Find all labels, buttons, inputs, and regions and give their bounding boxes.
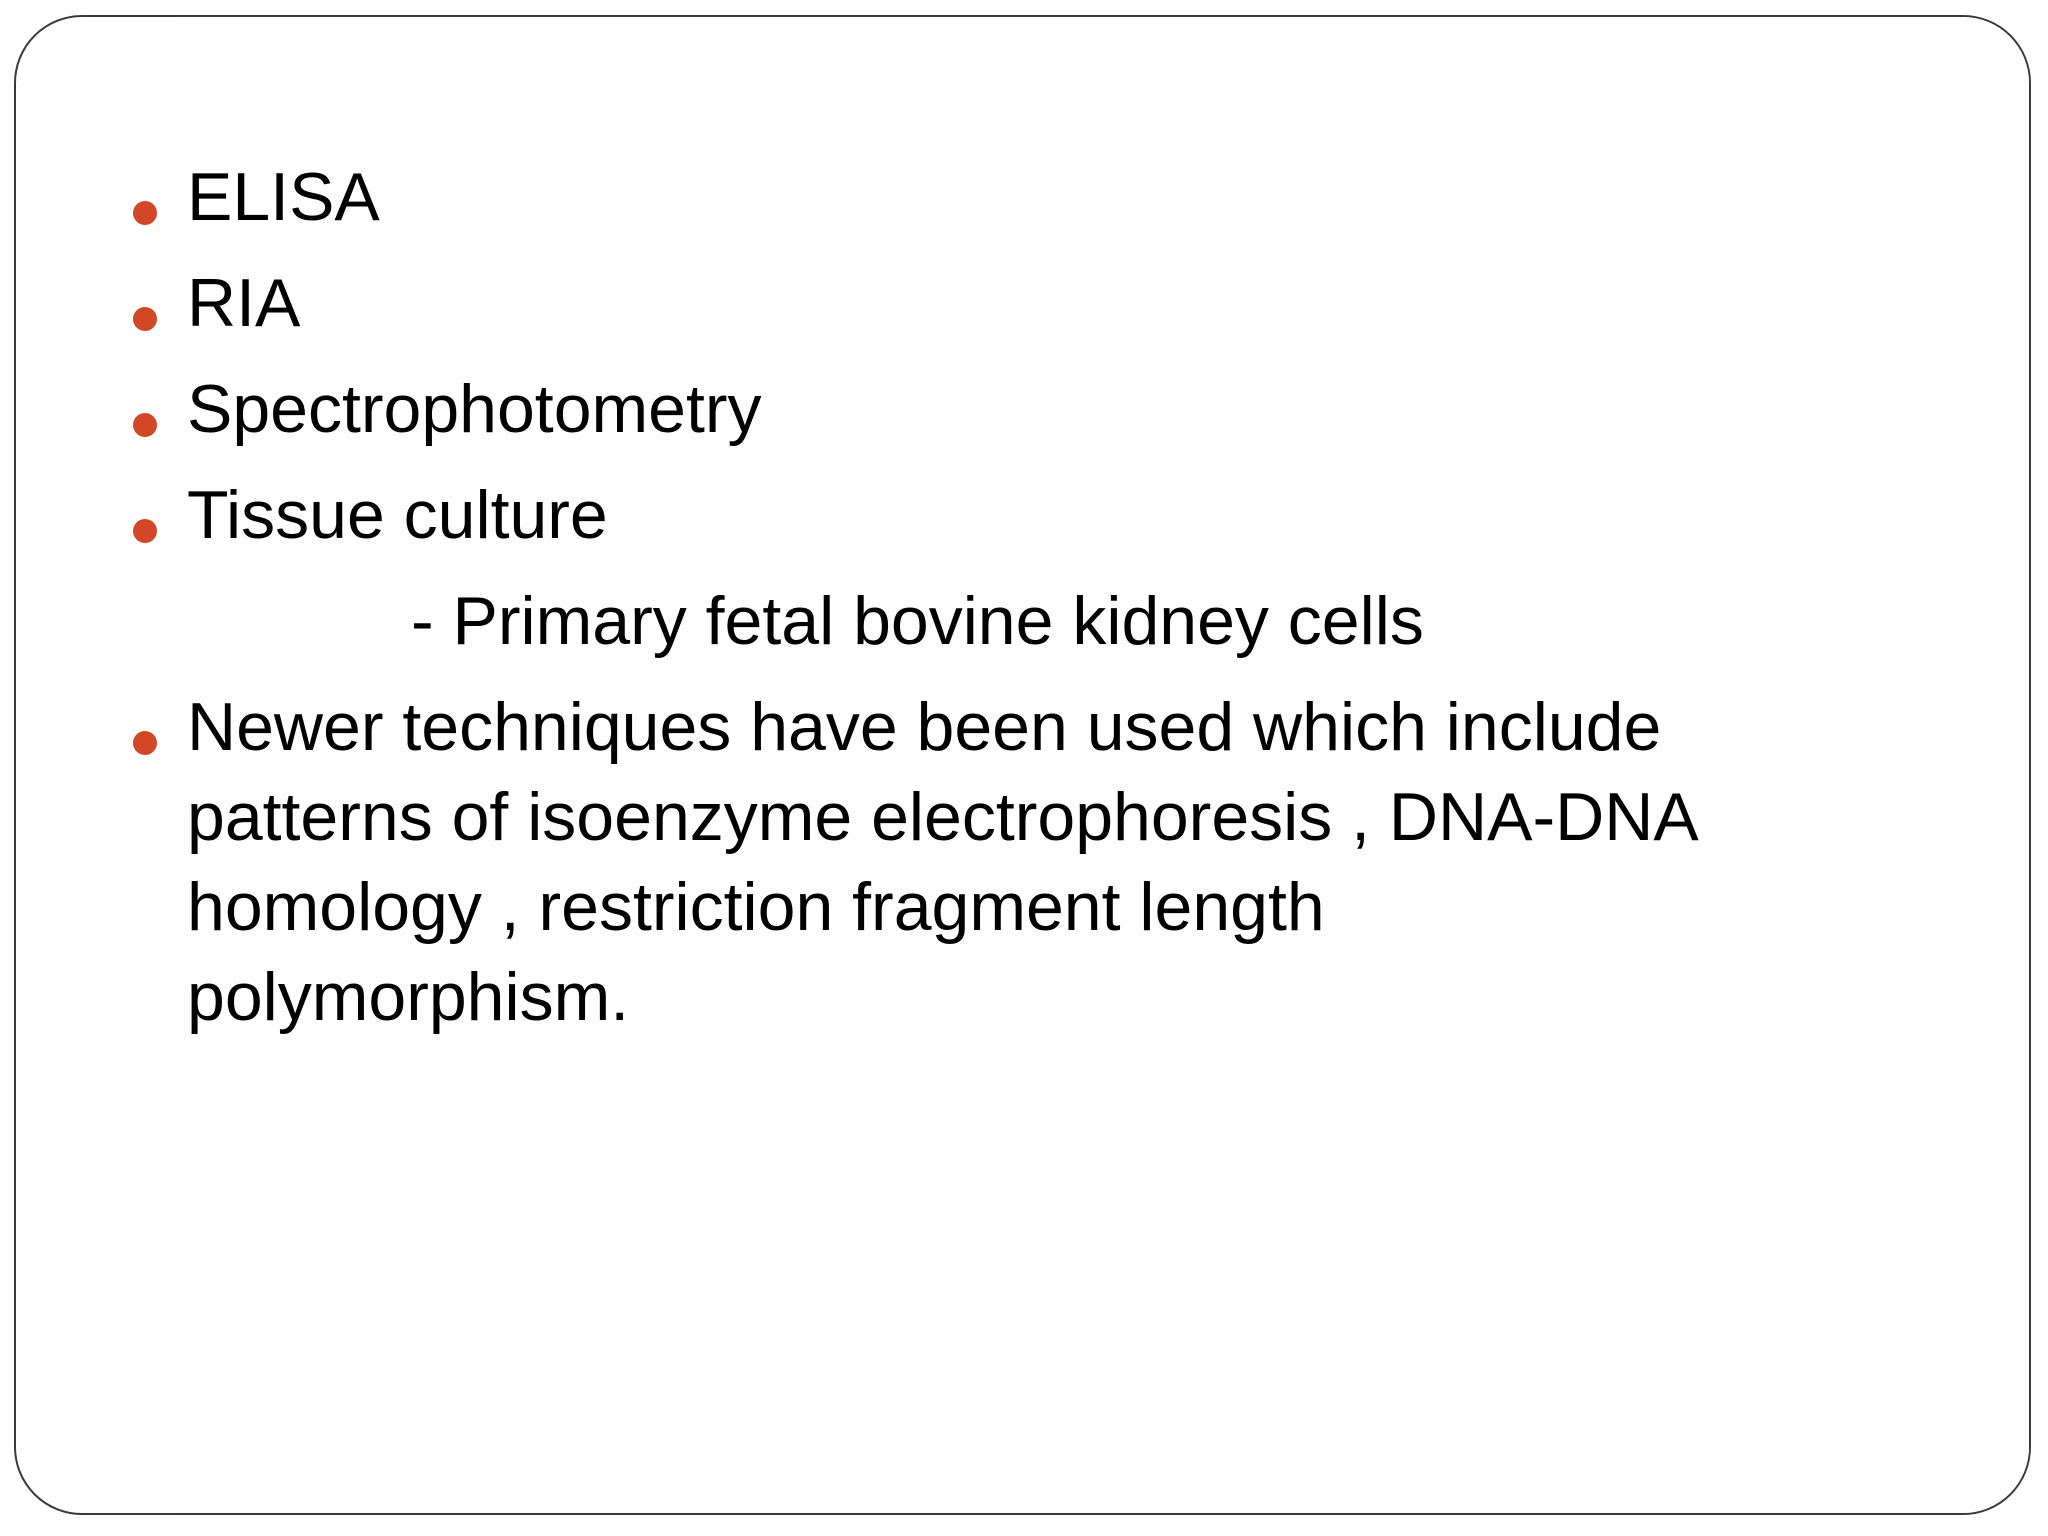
bullet-text: Spectrophotometry: [187, 371, 762, 447]
bullet-text: Tissue culture: [187, 477, 608, 553]
bullet-text-line-3: homology , restriction fragment length: [187, 869, 1325, 945]
bullet-dot-icon: [133, 731, 157, 755]
bullet-text: ELISA: [187, 159, 380, 235]
bullet-text-line-4: polymorphism.: [187, 959, 630, 1035]
bullet-dot-icon: [133, 413, 157, 437]
bullet-text: RIA: [187, 265, 301, 341]
bullet-dot-icon: [133, 201, 157, 225]
bullet-dot-icon: [133, 307, 157, 331]
sub-bullet-text: - Primary fetal bovine kidney cells: [411, 583, 1424, 659]
bullet-list: [16, 17, 2029, 1513]
bullet-text-line-2: patterns of isoenzyme electrophoresis , DNA-DNA: [187, 779, 1699, 855]
slide: [14, 15, 2031, 1515]
bullet-dot-icon: [133, 519, 157, 543]
bullet-text-line-1: Newer techniques have been used which include: [187, 689, 1662, 765]
